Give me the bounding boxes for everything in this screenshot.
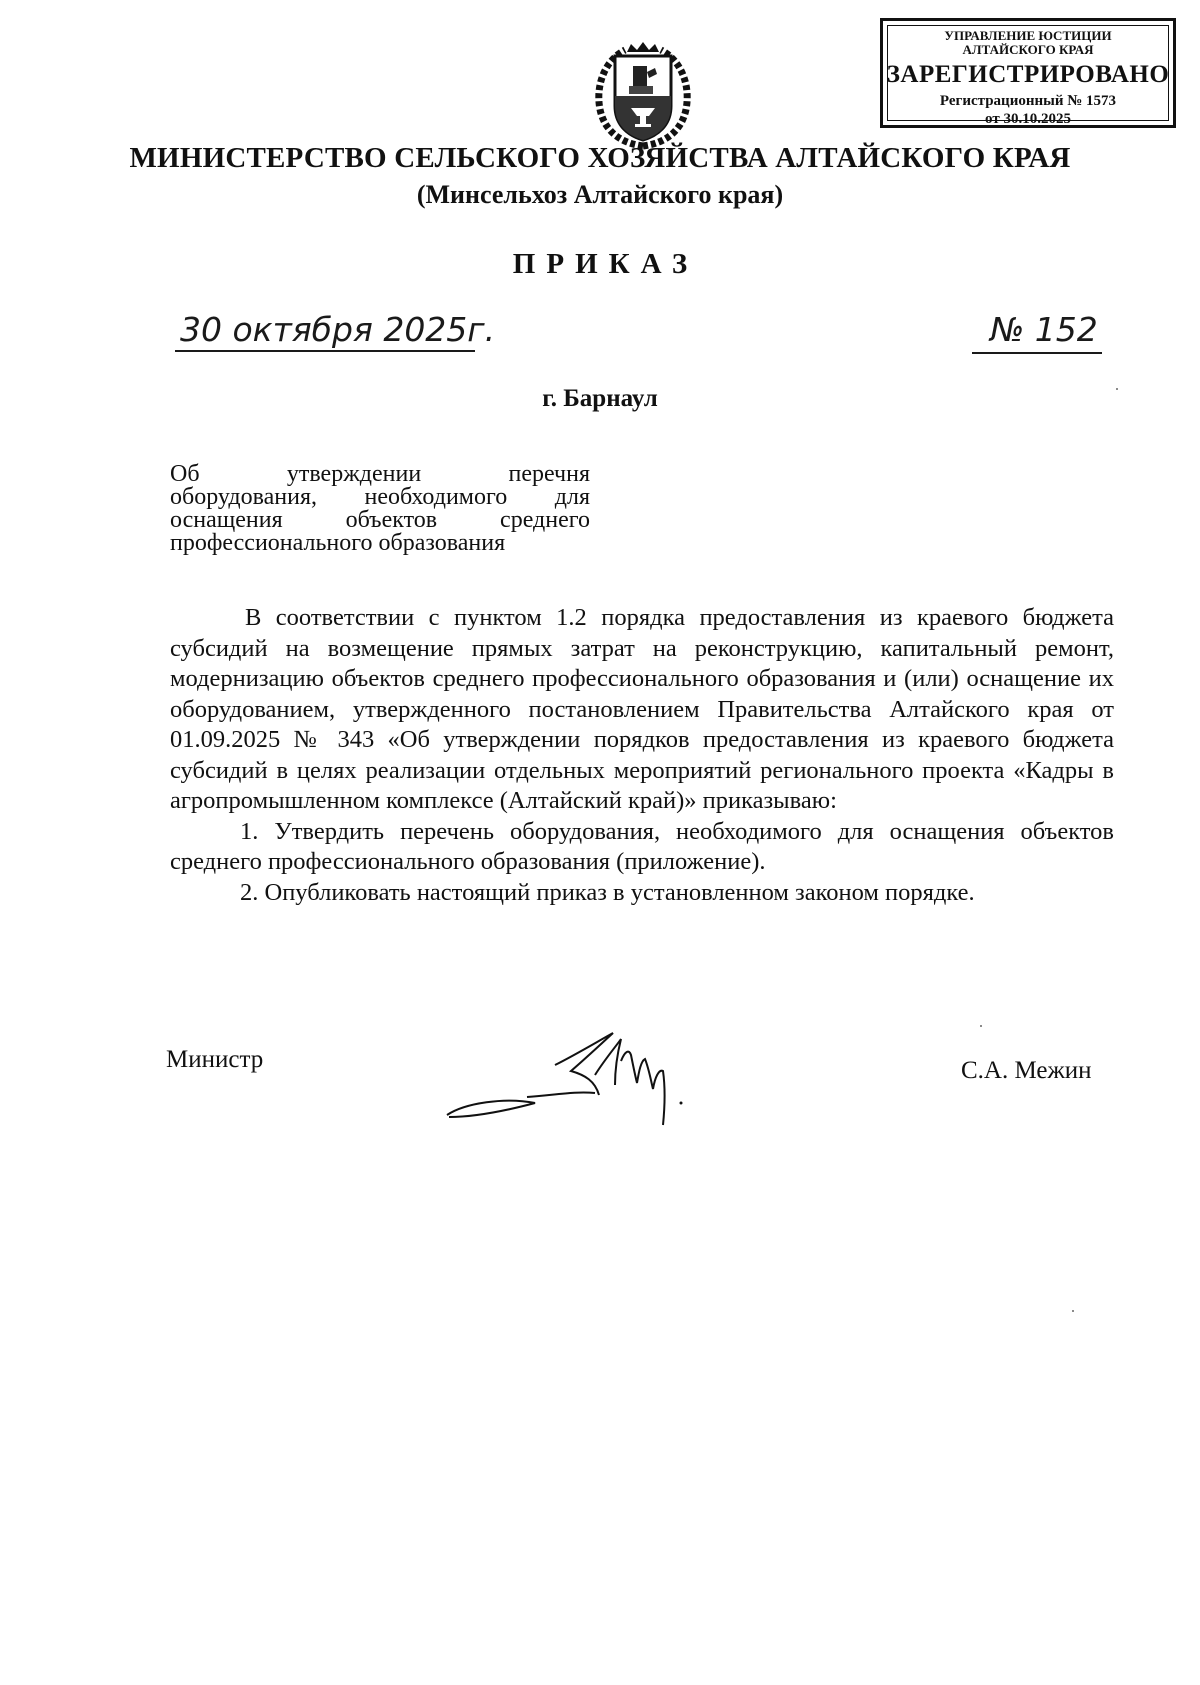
handwritten-signature — [445, 1025, 735, 1135]
order-body — [170, 603, 1114, 908]
subject-line: оборудования, необходимого для — [170, 484, 590, 510]
handwritten-number: № 152 — [990, 310, 1098, 349]
subject-line: Об утверждении перечня — [170, 461, 590, 487]
signatory-name: С.А. Межин — [961, 1057, 1092, 1084]
order-subject — [170, 463, 590, 555]
order-item-1: 1. Утвердить перечень оборудования, необходимого для оснащения объектов среднего профессионального образования (приложение). — [170, 817, 1114, 875]
stamp-status: ЗАРЕГИСТРИРОВАНО — [886, 61, 1170, 88]
scan-speck — [1116, 388, 1118, 390]
date-underline — [175, 350, 475, 352]
subject-line: профессионального образования — [170, 530, 506, 556]
number-underline — [972, 352, 1102, 354]
stamp-org-line1: УПРАВЛЕНИЕ ЮСТИЦИИ — [944, 28, 1112, 43]
registration-stamp — [880, 18, 1176, 128]
scan-speck — [1072, 1310, 1074, 1312]
coat-of-arms-icon — [591, 42, 695, 152]
ministry-short-name: (Минсельхоз Алтайского края) — [416, 180, 784, 209]
preamble-paragraph: В соответствии с пунктом 1.2 порядка предоставления из краевого бюджета субсидий на возмещение прямых затрат на реконструкцию, капитальный ремонт, модернизацию объектов среднего профессионального образования и (или) оснащение их оборудованием, утвержденного постановлением Правительства Алтайского края от 01.09.2025 № 343 «Об утверждении порядков предоставления из краевого бюджета субсидий в целях реализации отдельных мероприятий регионального проекта «Кадры в агропромышленном комплексе (Алтайский край)» приказываю: — [170, 604, 1114, 814]
subject-line: оснащения объектов среднего — [170, 507, 590, 533]
stamp-org-line2: АЛТАЙСКОГО КРАЯ — [962, 42, 1094, 57]
stamp-registration-number: Регистрационный № 1573 — [939, 93, 1117, 109]
order-item-2: 2. Опубликовать настоящий приказ в установленном законом порядке. — [240, 878, 975, 906]
scan-speck — [980, 1025, 982, 1027]
document-type: ПРИКАЗ — [512, 248, 699, 280]
ministry-name: МИНИСТЕРСТВО СЕЛЬСКОГО ХОЗЯЙСТВА АЛТАЙСКОГО КРАЯ — [129, 142, 1071, 174]
handwritten-date: 30 октября 2025г. — [180, 310, 496, 349]
stamp-date: от 30.10.2025 — [985, 111, 1071, 127]
city: г. Барнаул — [542, 385, 658, 412]
stamp-organization — [883, 29, 1173, 57]
signatory-title: Министр — [166, 1046, 264, 1073]
